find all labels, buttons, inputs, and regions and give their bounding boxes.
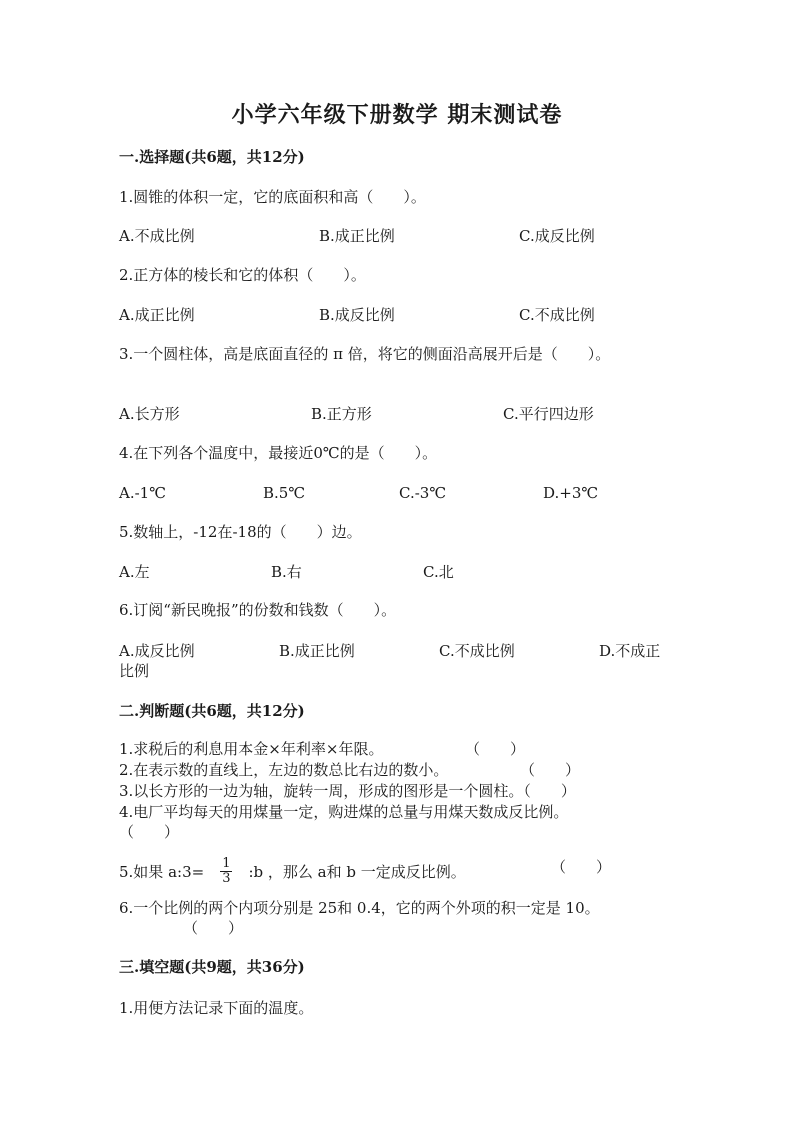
option-b: B.成正比例 — [319, 227, 395, 245]
fill-question: 1.用便方法记录下面的温度。 — [119, 999, 314, 1017]
fraction-numerator: 1 — [222, 856, 231, 871]
judgement-item-fraction — [119, 857, 466, 886]
option-b: B.成反比例 — [319, 306, 395, 324]
answer-paren: （ ） — [183, 919, 244, 937]
option-a: A.成反比例 — [119, 642, 195, 660]
question-stem: 6.订阅“新民晚报”的份数和钱数（ ）。 — [119, 601, 397, 619]
option-a: A.左 — [119, 563, 150, 581]
option-d-wrap: 比例 — [119, 662, 150, 680]
judgement-item: 1.求税后的利息用本金×年利率×年限。 — [119, 740, 384, 758]
answer-paren: （ ） — [551, 858, 612, 876]
option-c: C.北 — [423, 563, 454, 581]
fraction-denominator: 3 — [222, 871, 231, 886]
answer-paren: （ ） — [119, 823, 180, 841]
question-stem: 1.圆锥的体积一定，它的底面积和高（ ）。 — [119, 188, 426, 206]
option-a: A.长方形 — [119, 405, 180, 423]
question-stem: 2.正方体的棱长和它的体积（ ）。 — [119, 266, 366, 284]
judgement-item: 2.在表示数的直线上，左边的数总比右边的数小。 — [119, 761, 449, 779]
option-b: B.正方形 — [311, 405, 372, 423]
judgement-item: 3.以长方形的一边为轴，旋转一周，形成的图形是一个圆柱。（ ） — [119, 782, 576, 800]
option-a: A.-1℃ — [119, 484, 166, 502]
section-header-choice: 一.选择题(共6题，共12分) — [119, 148, 305, 166]
option-d: D.+3℃ — [543, 484, 599, 502]
option-b: B.5℃ — [263, 484, 306, 502]
option-a: A.不成比例 — [119, 227, 195, 245]
option-a: A.成正比例 — [119, 306, 195, 324]
question-stem: 3.一个圆柱体，高是底面直径的 π 倍，将它的侧面沿高展开后是（ ）。 — [119, 345, 611, 363]
answer-paren: （ ） — [465, 740, 526, 758]
option-c: C.平行四边形 — [503, 405, 594, 423]
section-header-judgement: 二.判断题(共6题，共12分) — [119, 702, 305, 720]
judgement-text-pre: 5.如果 a:3= — [119, 862, 205, 881]
question-stem: 4.在下列各个温度中，最接近0℃的是（ ）。 — [119, 444, 438, 462]
option-c: C.成反比例 — [519, 227, 595, 245]
question-stem: 5.数轴上，-12在-18的（ ）边。 — [119, 523, 362, 541]
judgement-item: 6.一个比例的两个内项分别是 25和 0.4，它的两个外项的积一定是 10。 — [119, 899, 600, 917]
option-b: B.成正比例 — [279, 642, 355, 660]
judgement-item: 4.电厂平均每天的用煤量一定，购进煤的总量与用煤天数成反比例。 — [119, 803, 569, 821]
option-c: C.-3℃ — [399, 484, 447, 502]
page-title: 小学六年级下册数学 期末测试卷 — [231, 102, 563, 128]
answer-paren: （ ） — [520, 761, 581, 779]
option-b: B.右 — [271, 563, 302, 581]
fraction — [220, 857, 232, 886]
option-c: C.不成比例 — [439, 642, 515, 660]
section-header-fill: 三.填空题(共9题，共36分) — [119, 958, 305, 976]
judgement-text-post: :b ，那么 a和 b 一定成反比例。 — [248, 862, 466, 881]
option-c: C.不成比例 — [519, 306, 595, 324]
option-d: D.不成正 — [599, 642, 661, 660]
